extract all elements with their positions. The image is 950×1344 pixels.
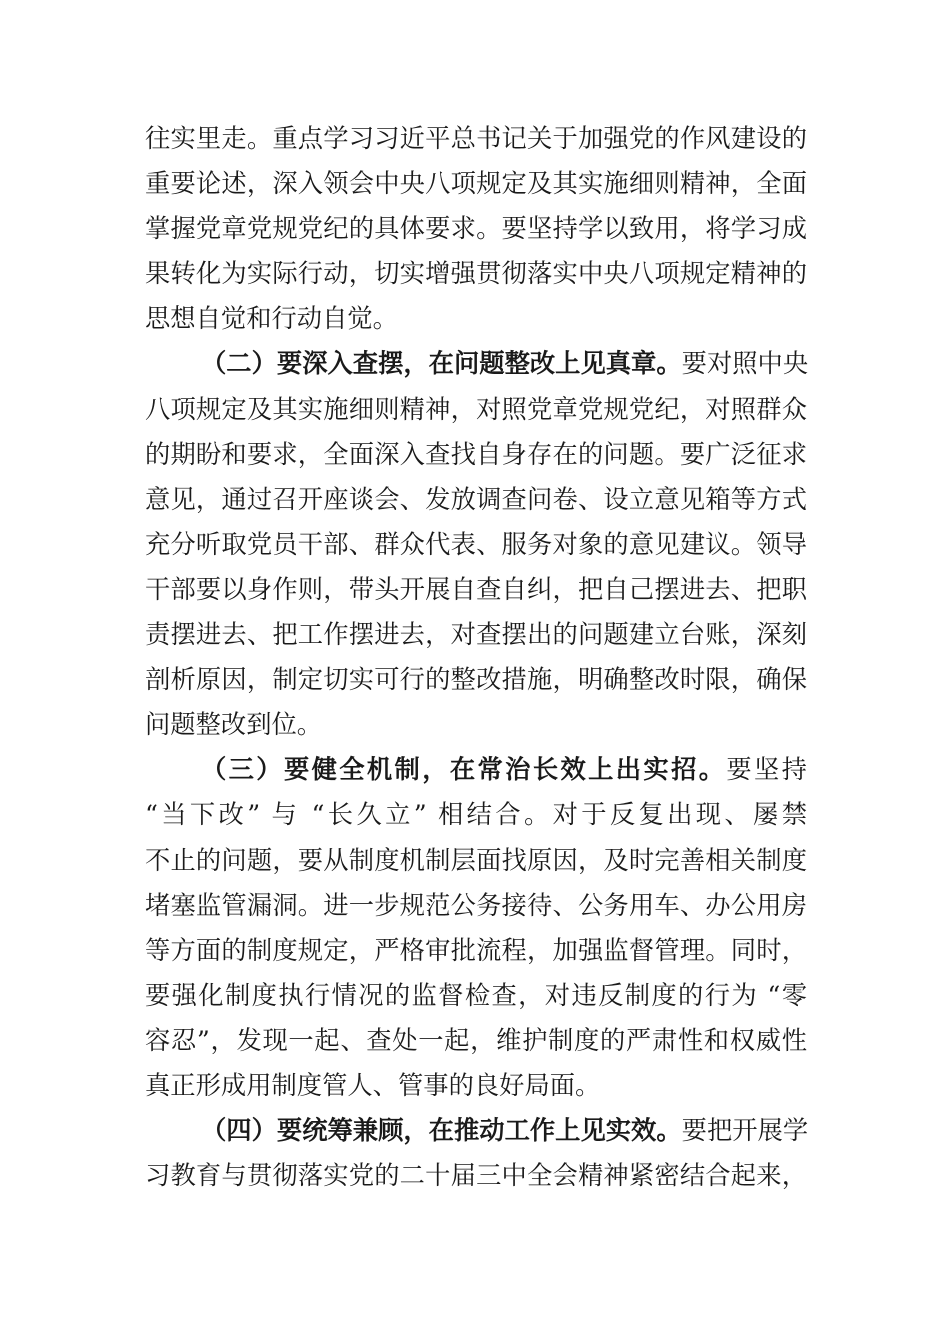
paragraph-1-line-4: 果转化为实际行动，切实增强贯彻落实中央八项规定精神的 xyxy=(145,259,807,289)
paragraph-2-line-6: 责摆进去、把工作摆进去，对查摆出的问题建立台账，深刻 xyxy=(145,620,807,650)
section-heading-4: （四）要统筹兼顾，在推动工作上见实效。 xyxy=(201,1116,682,1146)
paragraph-3-line-1: “当下改” 与 “长久立” 相结合。对于反复出现、屡禁 xyxy=(145,800,807,830)
paragraph-2-line-5: 干部要以身作则，带头开展自查自纠，把自己摆进去、把职 xyxy=(145,574,807,604)
paragraph-4-first-line xyxy=(145,1108,807,1153)
paragraph-4-first-rest: 要把开展学 xyxy=(681,1116,809,1146)
paragraph-2-line-2: 的期盼和要求，全面深入查找自身存在的问题。要广泛征求 xyxy=(145,439,807,469)
paragraph-1-line-1: 往实里走。重点学习习近平总书记关于加强党的作风建设的 xyxy=(145,124,807,153)
paragraph-1-line-5: 思想自觉和行动自觉。 xyxy=(145,304,398,334)
paragraph-3-line-5: 要强化制度执行情况的监督检查，对违反制度的行为 “零 xyxy=(145,980,807,1010)
paragraph-1-line-2: 重要论述，深入领会中央八项规定及其实施细则精神，全面 xyxy=(145,169,807,199)
paragraph-2-line-4: 充分听取党员干部、群众代表、服务对象的意见建议。领导 xyxy=(145,529,807,559)
paragraph-2-line-8: 问题整改到位。 xyxy=(145,710,323,740)
paragraph-3-line-3: 堵塞监管漏洞。进一步规范公务接待、公务用车、办公用房 xyxy=(145,890,807,920)
paragraph-1-line-3: 掌握党章党规党纪的具体要求。要坚持学以致用，将学习成 xyxy=(145,214,807,244)
section-heading-2: （二）要深入查摆，在问题整改上见真章。 xyxy=(201,349,682,379)
document-body xyxy=(145,116,807,1198)
paragraph-2-first-line xyxy=(145,341,807,386)
paragraph-3-first-line xyxy=(145,747,807,792)
paragraph-2-line-1: 八项规定及其实施细则精神，对照党章党规党纪，对照群众 xyxy=(145,394,807,424)
paragraph-3-line-4: 等方面的制度规定，严格审批流程，加强监督管理。同时， xyxy=(145,935,807,965)
paragraph-4-line-1: 习教育与贯彻落实党的二十届三中全会精神紧密结合起来， xyxy=(145,1161,807,1191)
paragraph-3-line-2: 不止的问题，要从制度机制层面找原因，及时完善相关制度 xyxy=(145,845,807,875)
paragraph-3-line-6: 容忍”，发现一起、查处一起，维护制度的严肃性和权威性 xyxy=(145,1025,807,1055)
paragraph-2-first-rest: 要对照中央 xyxy=(681,349,809,379)
section-heading-3: （三）要健全机制，在常治长效上出实招。 xyxy=(201,755,727,785)
paragraph-2-line-7: 剖析原因，制定切实可行的整改措施，明确整改时限，确保 xyxy=(145,665,807,695)
paragraph-3-first-rest: 要坚持 xyxy=(726,755,807,785)
paragraph-2-line-3: 意见，通过召开座谈会、发放调查问卷、设立意见箱等方式 xyxy=(145,484,807,514)
paragraph-3-line-7: 真正形成用制度管人、管事的良好局面。 xyxy=(145,1070,601,1100)
